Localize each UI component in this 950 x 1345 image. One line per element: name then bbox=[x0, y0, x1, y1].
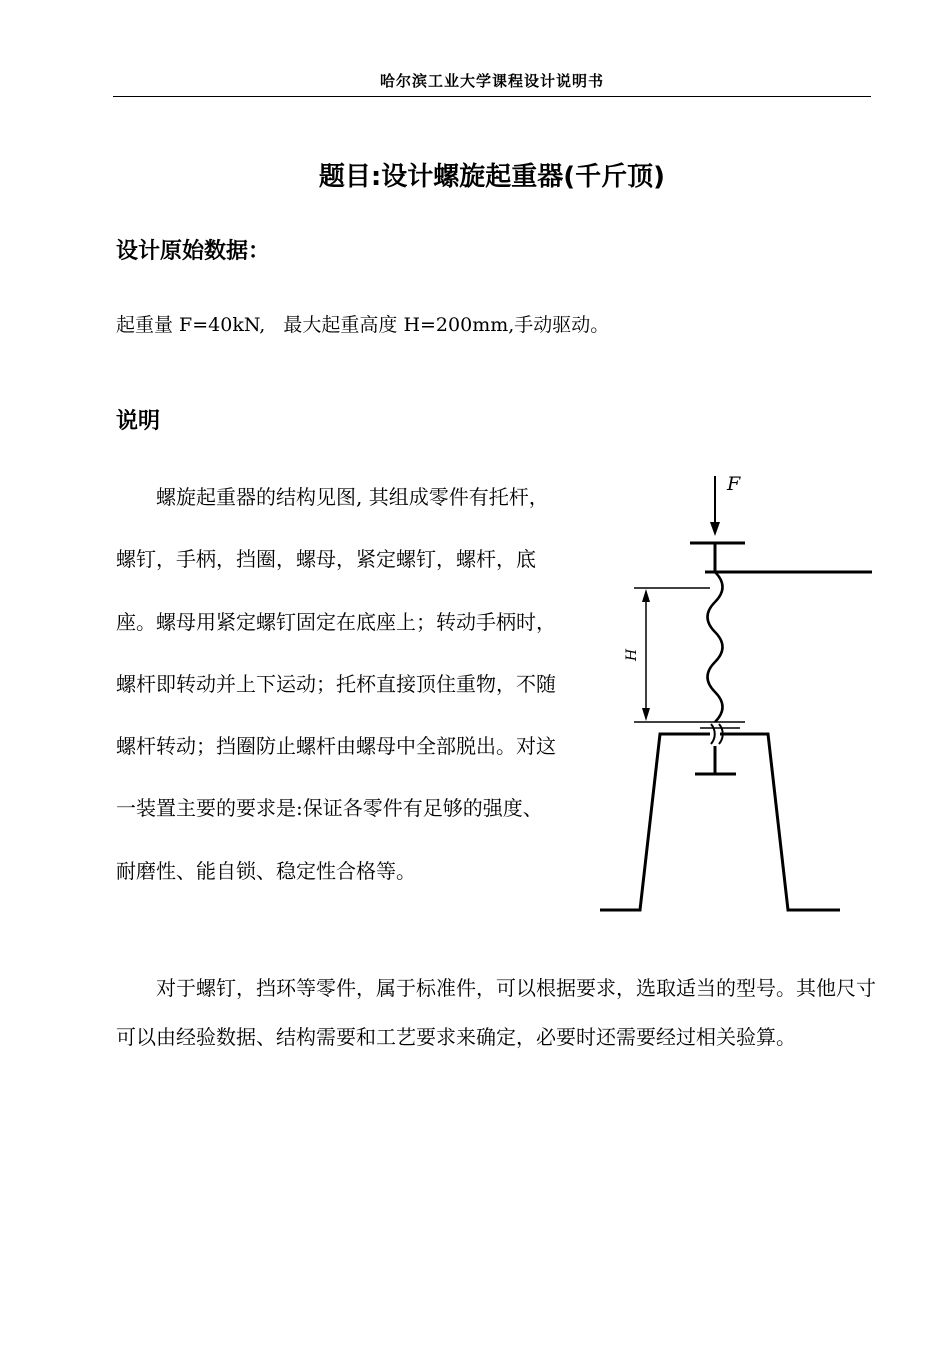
document-title: 题目:设计螺旋起重器(千斤顶) bbox=[318, 162, 666, 192]
screw-jack-diagram bbox=[590, 468, 880, 918]
height-arrow-bottom bbox=[642, 708, 650, 721]
design-data-line: 起重量 F=40kN, 最大起重高度 H=200mm,手动驱动。 bbox=[116, 314, 610, 336]
height-arrow-top bbox=[642, 589, 650, 602]
page-header: 哈尔滨工业大学课程设计说明书 bbox=[379, 72, 604, 90]
screw-wave bbox=[708, 572, 723, 722]
explanation-paragraph-2 bbox=[116, 964, 876, 1062]
design-data-heading: 设计原始数据： bbox=[116, 239, 271, 264]
break-mark-left bbox=[711, 724, 715, 744]
base-right-side bbox=[720, 734, 840, 910]
base-left-side bbox=[600, 734, 710, 910]
paragraph-text: 螺旋起重器的结构见图, 其组成零件有托杆，螺钉，手柄，挡圈，螺母，紧定螺钉，螺杆，底座。螺母用紧定螺钉固定在底座上；转动手柄时，螺杆即转动并上下运动；托杯直接顶住重物，不随螺杆转动；挡圈防止螺杆由螺母中全部脱出。对这一装置主要的要求是:保证各零件有足够的强度、耐磨性、能自锁、稳定性合格等。 bbox=[116, 485, 556, 883]
header-rule bbox=[113, 96, 871, 97]
explanation-paragraph-1 bbox=[116, 466, 556, 902]
paragraph-text: 对于螺钉，挡环等零件，属于标准件，可以根据要求，选取适当的型号。其他尺寸可以由经验数据、结构需要和工艺要求来确定，必要时还需要经过相关验算。 bbox=[116, 976, 876, 1049]
height-label: H bbox=[624, 648, 640, 661]
force-arrow-head bbox=[710, 522, 720, 536]
explanation-heading: 说明 bbox=[116, 409, 161, 434]
force-label: F bbox=[727, 473, 741, 495]
diagram-svg bbox=[590, 468, 880, 918]
